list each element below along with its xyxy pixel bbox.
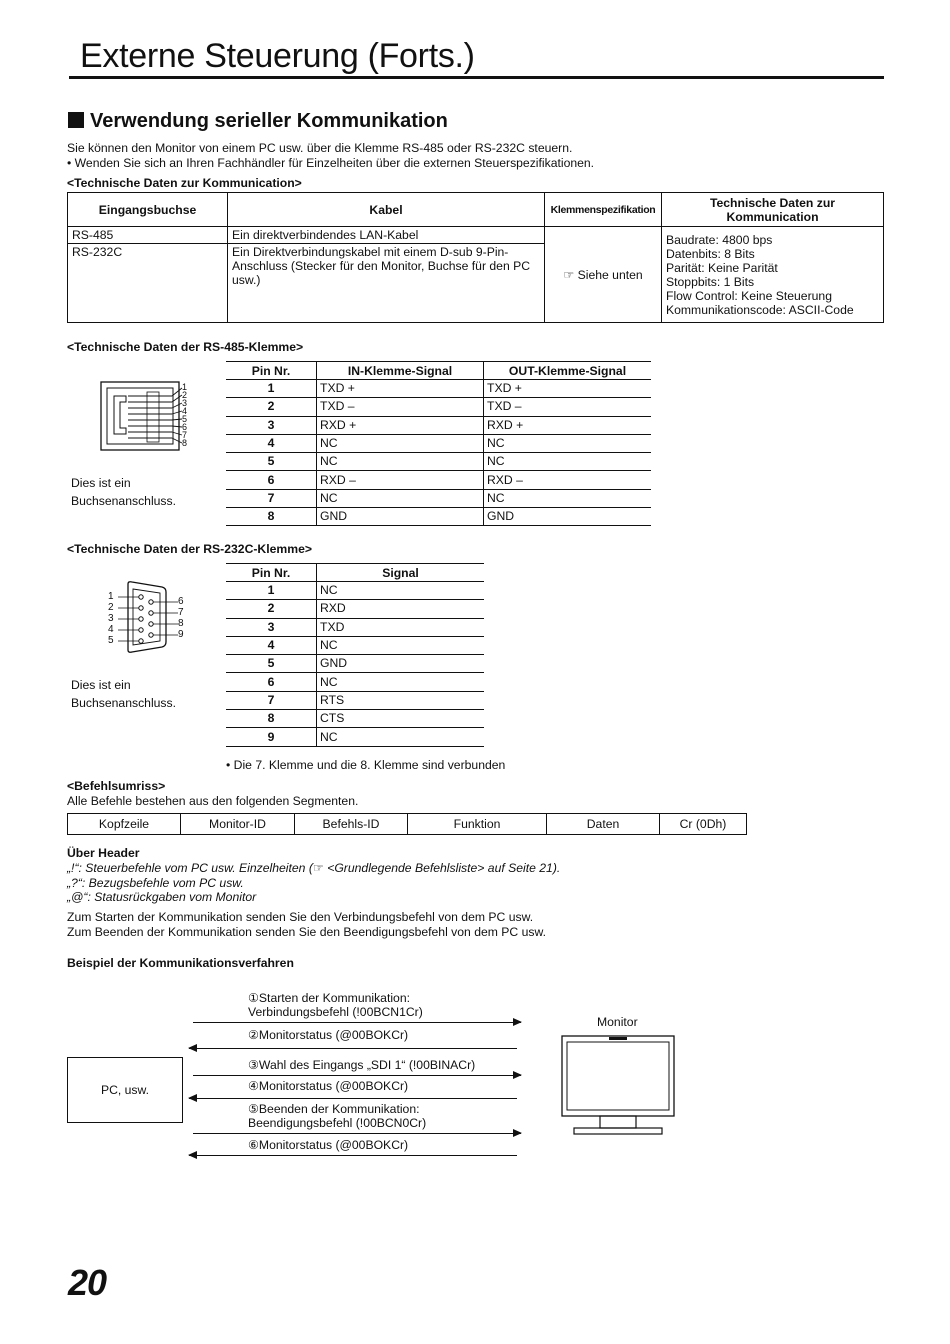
- section-title-text: Verwendung serieller Kommunikation: [90, 110, 448, 132]
- dsub9-connector-icon: [118, 580, 178, 656]
- comm-spec-line: Stoppbits: 1 Bits: [666, 275, 755, 289]
- header-line: „!“: Steuerbefehle vom PC usw. Einzelheiten (☞ <Grundlegende Befehlsliste> auf Seite 21).: [67, 861, 561, 875]
- monitor-label: Monitor: [597, 1015, 638, 1029]
- signal: NC: [317, 636, 485, 654]
- pin-label: 3: [108, 613, 114, 624]
- arrow-left: [189, 1155, 517, 1156]
- pin-number: 2: [226, 398, 317, 416]
- step-line: ⑤Beenden der Kommunikation:: [248, 1102, 420, 1116]
- commands-heading: <Befehlsumriss>: [67, 779, 166, 793]
- pin-label: 2: [182, 390, 188, 400]
- out-signal: NC: [484, 453, 652, 471]
- signal: RTS: [317, 691, 485, 709]
- pin-label: 9: [178, 629, 184, 640]
- out-signal: TXD –: [484, 398, 652, 416]
- table-row: [226, 434, 651, 452]
- signal: NC: [317, 673, 485, 691]
- in-signal: GND: [317, 508, 484, 526]
- comm-spec-line: Kommunikationscode: ASCII-Code: [666, 303, 854, 317]
- start-text: Zum Starten der Kommunikation senden Sie den Verbindungsbefehl von dem PC usw.: [67, 910, 534, 924]
- rs232-heading: <Technische Daten der RS-232C-Klemme>: [67, 542, 312, 556]
- col-header: Signal: [317, 564, 485, 582]
- intro-text: Sie können den Monitor von einem PC usw. über die Klemme RS-485 oder RS-232C steuern.: [67, 141, 573, 155]
- col-header: Kabel: [228, 193, 545, 227]
- arrow-right: [193, 1075, 521, 1076]
- pin-label: 6: [182, 422, 188, 432]
- col-header: Technische Daten zur Kommunication: [662, 193, 884, 227]
- pin-number: 8: [226, 508, 317, 526]
- signal: RXD: [317, 600, 485, 618]
- pin-number: 1: [226, 582, 317, 600]
- step-line: Verbindungsbefehl (!00BCN1Cr): [248, 1005, 423, 1019]
- table-row: [226, 471, 651, 489]
- in-signal: NC: [317, 453, 484, 471]
- signal: CTS: [317, 710, 485, 728]
- comm-spec-table: [67, 192, 884, 323]
- col-header: Pin Nr.: [226, 564, 317, 582]
- pin-number: 3: [226, 618, 317, 636]
- page-title: Externe Steuerung (Forts.): [80, 37, 475, 75]
- rj45-pin-labels: [182, 383, 187, 447]
- terminal-spec-cell: ☞ Siehe unten: [545, 227, 662, 323]
- arrow-left: [189, 1048, 517, 1049]
- pin-number: 5: [226, 655, 317, 673]
- pin-label: 7: [182, 430, 188, 440]
- rj45-connector-icon: [100, 380, 195, 452]
- col-header: IN-Klemme-Signal: [317, 362, 484, 380]
- segment-cell: Funktion: [408, 814, 547, 835]
- table-cell: Ein Direktverbindungskabel mit einem D-sub 9-Pin-Anschluss (Stecker für den Monitor, Buchse für den PC usw.): [228, 244, 545, 323]
- arrow-left: [189, 1098, 517, 1099]
- out-signal: RXD –: [484, 471, 652, 489]
- pin-number: 3: [226, 416, 317, 434]
- rs232-pin-table: [226, 563, 484, 747]
- caption-line: Dies ist ein: [71, 476, 131, 490]
- section-title: [68, 108, 448, 134]
- pin-label: 4: [182, 406, 188, 416]
- out-signal: NC: [484, 489, 652, 507]
- caption-line: Dies ist ein: [71, 678, 131, 692]
- segment-cell: Befehls-ID: [295, 814, 408, 835]
- table-row: [226, 600, 484, 618]
- pin-number: 4: [226, 636, 317, 654]
- table-row: [226, 453, 651, 471]
- step-line: ①Starten der Kommunikation:: [248, 991, 410, 1005]
- pin-number: 9: [226, 728, 317, 746]
- table-row: [226, 673, 484, 691]
- table-row: [226, 582, 484, 600]
- col-header: OUT-Klemme-Signal: [484, 362, 652, 380]
- step-2: ②Monitorstatus (@00BOKCr): [248, 1028, 409, 1042]
- rs232-caption: [71, 676, 176, 712]
- pin-label: 6: [178, 596, 184, 607]
- rs232-note: • Die 7. Klemme und die 8. Klemme sind verbunden: [226, 758, 506, 772]
- signal: NC: [317, 728, 485, 746]
- dsub-pin-labels-right: [178, 596, 184, 640]
- out-signal: TXD +: [484, 380, 652, 398]
- monitor-icon: [560, 1034, 676, 1136]
- pin-label: 2: [108, 602, 114, 613]
- table-row: [226, 710, 484, 728]
- pin-number: 1: [226, 380, 317, 398]
- table-cell: RS-485: [68, 227, 228, 244]
- pin-number: 4: [226, 434, 317, 452]
- out-signal: RXD +: [484, 416, 652, 434]
- signal: NC: [317, 582, 485, 600]
- col-header: Pin Nr.: [226, 362, 317, 380]
- segment-cell: Cr (0Dh): [660, 814, 747, 835]
- table-cell: Ein direktverbindendes LAN-Kabel: [228, 227, 545, 244]
- page-number: 20: [68, 1262, 107, 1303]
- arrow-right: [193, 1133, 521, 1134]
- caption-line: Buchsenanschluss.: [71, 696, 177, 710]
- pin-number: 8: [226, 710, 317, 728]
- comm-spec-line: Parität: Keine Parität: [666, 261, 778, 275]
- pin-number: 7: [226, 691, 317, 709]
- arrow-right: [193, 1022, 521, 1023]
- step-6: ⑥Monitorstatus (@00BOKCr): [248, 1138, 409, 1152]
- in-signal: NC: [317, 434, 484, 452]
- in-signal: TXD +: [317, 380, 484, 398]
- signal: TXD: [317, 618, 485, 636]
- pin-number: 2: [226, 600, 317, 618]
- pin-number: 5: [226, 453, 317, 471]
- step-3: ③Wahl des Eingangs „SDI 1“ (!00BINACr): [248, 1058, 476, 1072]
- caption-line: Buchsenanschluss.: [71, 494, 177, 508]
- table-row: [226, 655, 484, 673]
- in-signal: RXD +: [317, 416, 484, 434]
- table-row: [226, 618, 484, 636]
- intro-note: • Wenden Sie sich an Ihren Fachhändler für Einzelheiten über die externen Steuerspezifikationen.: [67, 156, 595, 170]
- table-cell: RS-232C: [68, 244, 228, 323]
- rs485-caption: [71, 474, 176, 510]
- table-row: [226, 508, 651, 526]
- step-1: [248, 991, 423, 1019]
- pin-label: 5: [182, 414, 188, 424]
- example-heading: Beispiel der Kommunikationsverfahren: [67, 956, 294, 970]
- table-row: [226, 398, 651, 416]
- in-signal: NC: [317, 489, 484, 507]
- comm-table-heading: <Technische Daten zur Kommunication>: [67, 176, 302, 190]
- comm-specs-cell: [662, 227, 884, 323]
- command-segments-table: [67, 813, 747, 835]
- header-line: „@“: Statusrückgaben vom Monitor: [67, 890, 257, 904]
- pin-label: 3: [182, 398, 188, 408]
- comm-spec-line: Flow Control: Keine Steuerung: [666, 289, 832, 303]
- dsub-pin-labels-left: [108, 591, 114, 646]
- pin-label: 1: [182, 382, 188, 392]
- table-row: [226, 728, 484, 746]
- step-5: [248, 1102, 426, 1130]
- col-header: Eingangsbuchse: [68, 193, 228, 227]
- end-text: Zum Beenden der Kommunikation senden Sie den Beendigungsbefehl von dem PC usw.: [67, 925, 547, 939]
- out-signal: GND: [484, 508, 652, 526]
- square-bullet-icon: [68, 112, 84, 128]
- pin-label: 5: [108, 635, 114, 646]
- table-row: [226, 380, 651, 398]
- comm-spec-line: Baudrate: 4800 bps: [666, 233, 773, 247]
- pc-box: PC, usw.: [67, 1057, 183, 1123]
- commands-text: Alle Befehle bestehen aus den folgenden Segmenten.: [67, 794, 359, 808]
- header-info-heading: Über Header: [67, 846, 140, 860]
- pin-number: 6: [226, 673, 317, 691]
- col-header: Klemmenspezifikation: [545, 193, 662, 227]
- pin-label: 4: [108, 624, 114, 635]
- out-signal: NC: [484, 434, 652, 452]
- pin-number: 6: [226, 471, 317, 489]
- signal: GND: [317, 655, 485, 673]
- title-divider: [69, 76, 884, 79]
- step-line: Beendigungsbefehl (!00BCN0Cr): [248, 1116, 427, 1130]
- table-row: [226, 489, 651, 507]
- rs485-heading: <Technische Daten der RS-485-Klemme>: [67, 340, 304, 354]
- table-row: [226, 636, 484, 654]
- segment-cell: Daten: [547, 814, 660, 835]
- segment-cell: Monitor-ID: [181, 814, 295, 835]
- pin-label: 8: [182, 438, 188, 448]
- in-signal: RXD –: [317, 471, 484, 489]
- header-line: „?“: Bezugsbefehle vom PC usw.: [67, 876, 244, 890]
- step-4: ④Monitorstatus (@00BOKCr): [248, 1079, 409, 1093]
- pin-label: 7: [178, 607, 184, 618]
- rs485-pin-table: [226, 361, 651, 526]
- pin-number: 7: [226, 489, 317, 507]
- in-signal: TXD –: [317, 398, 484, 416]
- segment-cell: Kopfzeile: [68, 814, 181, 835]
- pin-label: 1: [108, 591, 114, 602]
- pin-label: 8: [178, 618, 184, 629]
- table-row: [226, 416, 651, 434]
- comm-spec-line: Datenbits: 8 Bits: [666, 247, 755, 261]
- table-row: [226, 691, 484, 709]
